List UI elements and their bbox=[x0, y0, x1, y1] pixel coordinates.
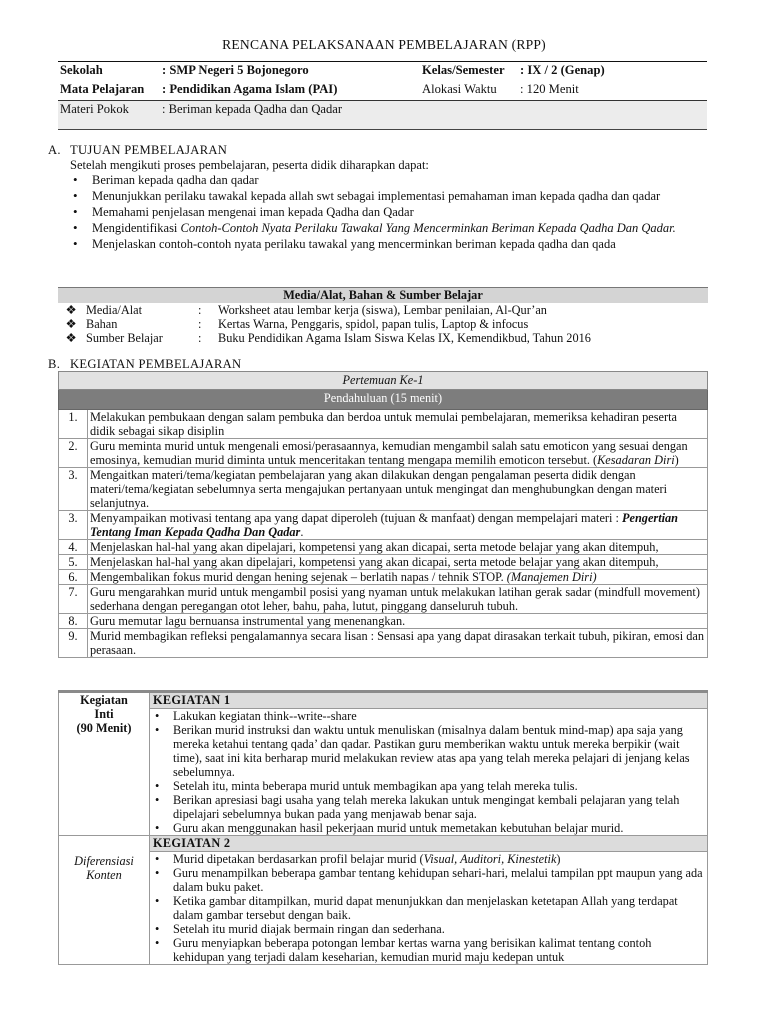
alokasi-label: Alokasi Waktu bbox=[420, 81, 518, 101]
activity-2-body bbox=[150, 852, 708, 965]
kelas-value: : IX / 2 (Genap) bbox=[518, 62, 707, 82]
mapel-label: Mata Pelajaran bbox=[58, 81, 160, 101]
step-text bbox=[88, 439, 708, 468]
differentiation-line: Konten bbox=[86, 868, 122, 882]
step-text-part: Mengembalikan fokus murid dengan hening sejenak – berlatih napas / tehnik STOP. bbox=[90, 570, 507, 584]
objective-item: • Menjelaskan contoh-contoh nyata perilaku tawakal yang mencerminkan beriman kepada qadha dan qada bbox=[70, 237, 710, 251]
colon: : bbox=[198, 303, 202, 317]
step-text: Murid membagikan refleksi pengalamannya secara lisan : Sensasi apa yang dapat dirasakan terkait tubuh, pikiran, emosi dan perasaan. bbox=[88, 629, 708, 658]
meeting-title: Pertemuan Ke-1 bbox=[59, 372, 708, 390]
activities-table bbox=[58, 371, 708, 658]
step-text: Menjelaskan hal-hal yang akan dipelajari, kompetensi yang akan dicapai, serta metode belajar yang akan ditempuh, bbox=[88, 540, 708, 555]
activity-2-header: KEGIATAN 2 bbox=[150, 836, 708, 852]
step-number: 6. bbox=[59, 570, 88, 585]
alokasi-value: : 120 Menit bbox=[518, 81, 707, 101]
sekolah-value: : SMP Negeri 5 Bojonegoro bbox=[160, 62, 420, 82]
core-label-line: (90 Menit) bbox=[76, 721, 132, 735]
objective-item bbox=[70, 221, 710, 235]
objective-italic-text: Contoh-Contoh Nyata Perilaku Tawakal Yang Mencerminkan Beriman Kepada Qadha Dan Qadar. bbox=[180, 221, 676, 235]
diamond-bullet-icon: ❖ bbox=[65, 331, 77, 345]
activity-item: • Setelah itu murid diajak bermain ringan dan sederhana. bbox=[153, 922, 704, 936]
step-text-part: Menyampaikan motivasi tentang apa yang dapat diperoleh (tujuan & manfaat) dengan mempelajari materi : bbox=[90, 511, 622, 525]
activity-item: • Guru menampilkan beberapa gambar tentang kehidupan sehari-hari, melalui tampilan ppt maupun yang ada dalam buku paket. bbox=[153, 866, 704, 894]
activity-text-italic: Visual, Auditori, Kinestetik bbox=[423, 852, 557, 866]
activity-1-list bbox=[153, 709, 704, 835]
document-title: RENCANA PELAKSANAAN PEMBELAJARAN (RPP) bbox=[222, 37, 546, 52]
activity-1-body bbox=[150, 709, 708, 836]
core-activity-label bbox=[59, 692, 150, 836]
sekolah-label: Sekolah bbox=[58, 62, 160, 82]
differentiation-line: Diferensiasi bbox=[74, 854, 134, 868]
media-table bbox=[58, 287, 708, 345]
step-number: 5. bbox=[59, 555, 88, 570]
step-text bbox=[88, 570, 708, 585]
objective-item: • Menunjukkan perilaku tawakal kepada allah swt sebagai implementasi pemahaman iman kepada qadha dan qadar bbox=[70, 189, 710, 203]
activity-item: • Berikan murid instruksi dan waktu untuk menuliskan (misalnya dalam bentuk mind-map) apa saja yang mereka ketahui tentang qada’ dan qadar. Pastikan guru memberikan waktu untuk mereka berpikir (wait time), saat ini kita berharap murid melakukan review atas apa yang telah mereka pelajari di jenjang kelas sebelumnya. bbox=[153, 723, 704, 779]
step-text-part: ) bbox=[674, 453, 679, 467]
step-number: 2. bbox=[59, 439, 88, 468]
activity-item: • Berikan apresiasi bagi usaha yang telah mereka lakukan untuk mengingat kembali pelajaran yang telah dipelajari sebelumnya bukan pada yang menjawab benar saja. bbox=[153, 793, 704, 821]
activity-item: • Setelah itu, minta beberapa murid untuk membagikan apa yang telah mereka tulis. bbox=[153, 779, 704, 793]
step-text: Menjelaskan hal-hal yang akan dipelajari, kompetensi yang akan dicapai, serta metode belajar yang akan ditempuh, bbox=[88, 555, 708, 570]
step-number: 3. bbox=[59, 468, 88, 511]
activity-item bbox=[153, 852, 704, 866]
step-number: 4. bbox=[59, 540, 88, 555]
section-a-number: A. bbox=[48, 143, 61, 157]
diamond-bullet-icon: ❖ bbox=[65, 303, 77, 317]
sumber-label: Sumber Belajar bbox=[86, 331, 163, 345]
activity-text-part: Murid dipetakan berdasarkan profil belajar murid ( bbox=[173, 852, 424, 866]
activity-item: • Ketika gambar ditampilkan, murid dapat menunjukkan dan menjelaskan ketetapan Allah yang terdapat dalam gambar tersebut dengan baik. bbox=[153, 894, 704, 922]
step-text-part: . bbox=[300, 525, 304, 539]
activity-2-list bbox=[153, 852, 704, 964]
step-number: 1. bbox=[59, 410, 88, 439]
core-label-line: Kegiatan bbox=[80, 693, 128, 707]
step-text: Melakukan pembukaan dengan salam pembuka dan berdoa untuk memulai pembelajaran, memeriksa kehadiran peserta didik sebagai sikap disiplin bbox=[88, 410, 708, 439]
bahan-label: Bahan bbox=[86, 317, 118, 331]
media-value: Worksheet atau lembar kerja (siswa), Lembar penilaian, Al-Qur’an bbox=[218, 303, 547, 317]
mapel-value: : Pendidikan Agama Islam (PAI) bbox=[160, 81, 420, 101]
step-number: 9. bbox=[59, 629, 88, 658]
activity-item: • Guru menyiapkan beberapa potongan lembar kertas warna yang berisikan kalimat tentang contoh kehidupan yang terjadi dalam keseharian, kemudian murid maju kedepan untuk bbox=[153, 936, 704, 964]
objective-item: • Beriman kepada qadha dan qadar bbox=[70, 173, 710, 187]
media-table-header: Media/Alat, Bahan & Sumber Belajar bbox=[58, 288, 708, 304]
sumber-value: Buku Pendidikan Agama Islam Siswa Kelas IX, Kemendikbud, Tahun 2016 bbox=[218, 331, 591, 345]
media-label: Media/Alat bbox=[86, 303, 143, 317]
step-number: 8. bbox=[59, 614, 88, 629]
step-text-bold-italic: Pengertian Tentang Iman Kepada Qadha Dan Qadar bbox=[90, 511, 679, 539]
activity-1-header: KEGIATAN 1 bbox=[150, 692, 708, 709]
differentiation-label bbox=[59, 836, 150, 965]
core-label-line: Inti bbox=[94, 707, 114, 721]
step-text-italic: Kesadaran Diri bbox=[597, 453, 675, 467]
objectives-list bbox=[70, 173, 710, 253]
colon: : bbox=[198, 317, 202, 331]
objective-text: Mengidentifikasi bbox=[92, 221, 181, 235]
section-a-heading bbox=[48, 143, 227, 157]
kelas-label: Kelas/Semester bbox=[420, 62, 518, 82]
step-text: Guru mengarahkan murid untuk mengambil posisi yang nyaman untuk melakukan latihan gerak sadar (mindfull movement) sederhana dengan peregangan otot leher, bahu, paha, lutut, pinggang danseluruh tubuh. bbox=[88, 585, 708, 614]
step-text: Mengaitkan materi/tema/kegiatan pembelajaran yang akan dilakukan dengan pengalaman peserta didik dengan materi/tema/kegiatan sebelumnya serta mengajukan pertanyaan untuk mengingat dan menghubungkan dengan materi selanjutnya. bbox=[88, 468, 708, 511]
step-text bbox=[88, 511, 708, 540]
section-b-heading bbox=[48, 357, 241, 371]
step-text-part: Guru meminta murid untuk mengenali emosi/perasaannya, kemudian mengambil salah satu emoticon yang sesuai dengan emosinya, kemudian murid diminta untuk menceritakan tentang mengapa memilih emoticon tersebut. ( bbox=[90, 439, 688, 467]
activity-item: • Guru akan menggunakan hasil pekerjaan murid untuk memetakan kebutuhan belajar murid. bbox=[153, 821, 704, 835]
step-text-italic: (Manajemen Diri) bbox=[506, 570, 597, 584]
introduction-header: Pendahuluan (15 menit) bbox=[59, 390, 708, 410]
identity-table bbox=[58, 61, 707, 130]
bahan-value: Kertas Warna, Penggaris, spidol, papan tulis, Laptop & infocus bbox=[218, 317, 529, 331]
section-b-title: KEGIATAN PEMBELAJARAN bbox=[70, 357, 242, 371]
step-number: 3. bbox=[59, 511, 88, 540]
diamond-bullet-icon: ❖ bbox=[65, 317, 77, 331]
materi-value: : Beriman kepada Qadha dan Qadar bbox=[160, 101, 420, 130]
step-number: 7. bbox=[59, 585, 88, 614]
colon: : bbox=[198, 331, 202, 345]
step-text: Guru memutar lagu bernuansa instrumental yang menenangkan. bbox=[88, 614, 708, 629]
core-activities-table bbox=[58, 690, 708, 965]
activity-item: • Lakukan kegiatan think--write--share bbox=[153, 709, 704, 723]
activity-text-part: ) bbox=[556, 852, 561, 866]
materi-label: Materi Pokok bbox=[58, 101, 160, 130]
section-a-intro: Setelah mengikuti proses pembelajaran, peserta didik diharapkan dapat: bbox=[70, 158, 429, 172]
objective-item: • Memahami penjelasan mengenai iman kepada Qadha dan Qadar bbox=[70, 205, 710, 219]
section-b-number: B. bbox=[48, 357, 61, 371]
section-a-title: TUJUAN PEMBELAJARAN bbox=[70, 143, 228, 157]
